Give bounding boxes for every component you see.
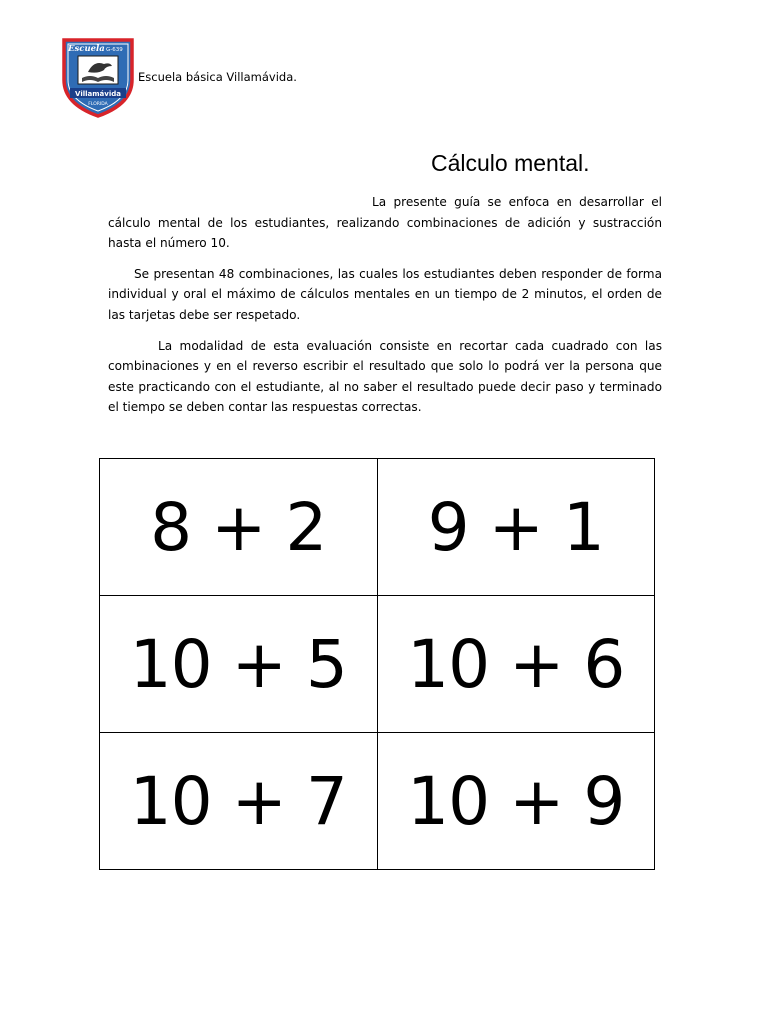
card-row (100, 733, 655, 870)
paragraph-intro: La presente guía se enfoca en desarrollar el cálculo mental de los estudiantes, realizando combinaciones de adición y sustracción hasta el número 10. (108, 195, 662, 251)
card-row (100, 459, 655, 596)
card-cell: 10 + 7 (100, 733, 378, 870)
logo-top-text: Escuela (68, 44, 105, 54)
card-row (100, 596, 655, 733)
card-cell: 8 + 2 (100, 459, 378, 596)
school-name: Escuela básica Villamávida. (138, 70, 297, 84)
logo-name: Villamávida (75, 90, 121, 98)
card-cell: 10 + 5 (100, 596, 378, 733)
instructions (108, 192, 662, 428)
flashcard-grid (99, 458, 655, 870)
card-cell: 10 + 9 (377, 733, 655, 870)
card-cell: 10 + 6 (377, 596, 655, 733)
logo-code: G-639 (106, 47, 123, 53)
logo-region: FLORIDA (88, 102, 108, 107)
paragraph-modality: La modalidad de esta evaluación consiste en recortar cada cuadrado con las combinaciones y en el reverso escribir el resultado que solo lo podrá ver la persona que este practicando con el estudiante, al no saber el resultado puede decir paso y terminado el tiempo se deben contar las respuestas correctas. (108, 338, 662, 415)
document-title: Cálculo mental. (431, 150, 590, 176)
school-logo (60, 34, 136, 118)
card-cell: 9 + 1 (377, 459, 655, 596)
paragraph-combinations: Se presentan 48 combinaciones, las cuales los estudiantes deben responder de forma individual y oral el máximo de cálculos mentales en un tiempo de 2 minutos, el orden de las tarjetas debe ser respetado. (108, 266, 662, 322)
